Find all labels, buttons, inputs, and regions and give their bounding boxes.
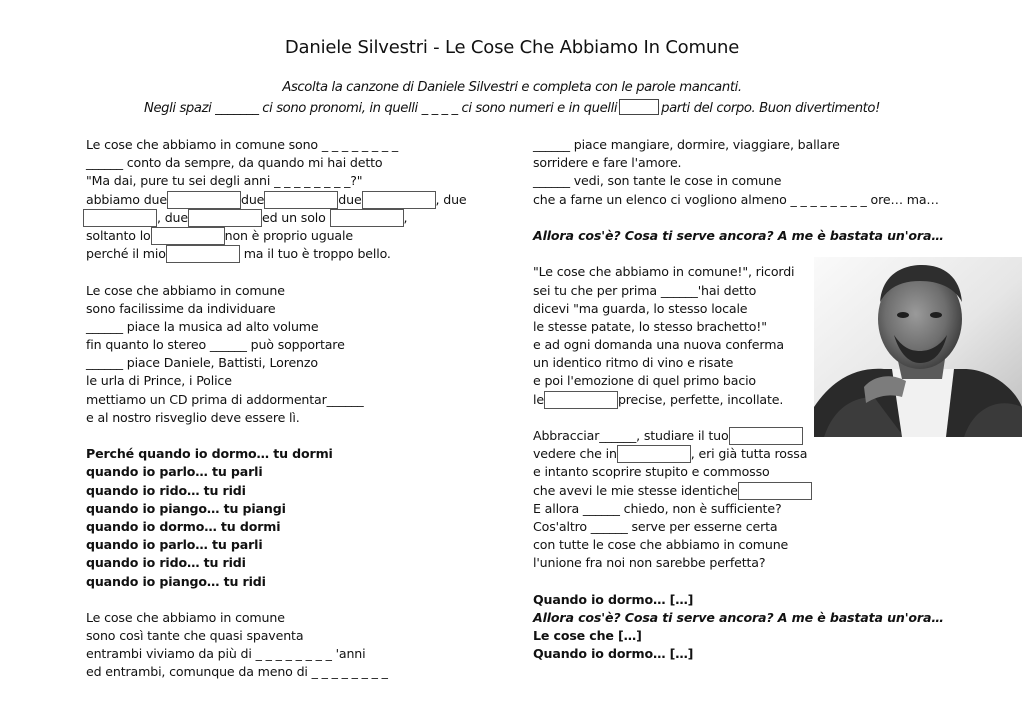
lyric-line: e intanto scoprire stupito e commosso — [533, 464, 770, 480]
lyric-line: sono facilissime da individuare — [86, 300, 276, 316]
ending-line: Allora cos'è? Cosa ti serve ancora? A me è bastata un'ora… — [533, 609, 944, 625]
lyric-line — [533, 482, 953, 500]
lyric-text: vedere che in — [533, 446, 617, 462]
lyric-line: ______ piace la musica ad alto volume — [86, 318, 319, 334]
chorus-line: quando io parlo… tu parli — [86, 537, 263, 553]
lyric-line — [86, 245, 506, 263]
lyric-line — [86, 209, 506, 227]
lyric-text: ma il tuo è troppo bello. — [243, 246, 391, 262]
instructions-line-2 — [0, 99, 1024, 116]
instructions-line-2-start: Negli spazi _______ ci sono pronomi, in quelli _ _ _ _ ci sono numeri e in quelli — [143, 101, 618, 116]
lyric-line: E allora ______ chiedo, non è sufficiente? — [533, 500, 782, 516]
lyric-line: "Le cose che abbiamo in comune!", ricordi — [533, 264, 795, 280]
lyric-line: ______ vedi, son tante le cose in comune — [533, 173, 782, 189]
lyric-text: , eri già tutta rossa — [690, 446, 808, 462]
page-title: Daniele Silvestri - Le Cose Che Abbiamo In Comune — [284, 37, 740, 58]
lyric-line: Le cose che abbiamo in comune — [86, 282, 285, 298]
instructions-line-2-end: parti del corpo. Buon divertimento! — [661, 101, 880, 116]
lyric-line: "Ma dai, pure tu sei degli anni _ _ _ _ _ _ _ _?" — [86, 173, 363, 189]
lyric-text: precise, perfette, incollate. — [617, 391, 784, 407]
chorus-line: quando io parlo… tu parli — [86, 464, 263, 480]
lyric-line: sei tu che per prima ______'hai detto — [533, 282, 757, 298]
lyric-text: le — [533, 391, 544, 407]
chorus-line: quando io rido… tu ridi — [86, 482, 246, 498]
lyric-line — [533, 445, 953, 463]
lyric-text: abbiamo due — [86, 191, 167, 207]
answer-box[interactable] — [729, 427, 803, 445]
lyric-text: perché il mio — [86, 246, 166, 262]
answer-box[interactable] — [738, 482, 812, 500]
lyric-text: , due — [435, 191, 467, 207]
chorus-line: quando io dormo… tu dormi — [86, 518, 281, 534]
lyric-line: Le cose che abbiamo in comune — [86, 609, 285, 625]
lyric-line: Cos'altro ______ serve per esserne certa — [533, 518, 778, 534]
answer-box[interactable] — [617, 445, 691, 463]
lyric-line: e ad ogni domanda una nuova conferma — [533, 337, 784, 353]
lyric-line: ______ conto da sempre, da quando mi hai detto — [86, 155, 383, 171]
lyric-line: che a farne un elenco ci vogliono almeno _ _ _ _ _ _ _ _ ore… ma… — [533, 191, 939, 207]
chorus-question: Allora cos'è? Cosa ti serve ancora? A me è bastata un'ora… — [533, 227, 944, 243]
ending-line: Le cose che […] — [533, 628, 642, 644]
lyric-line: l'unione fra noi non sarebbe perfetta? — [533, 555, 766, 571]
lyric-text: due — [338, 191, 362, 207]
lyric-line: ______ piace Daniele, Battisti, Lorenzo — [86, 355, 318, 371]
lyric-text: non è proprio uguale — [224, 227, 353, 243]
lyric-text: , — [403, 209, 408, 225]
left-column — [86, 136, 506, 682]
answer-box[interactable] — [330, 209, 404, 227]
lyric-text: , due — [157, 209, 188, 225]
lyric-line — [86, 191, 506, 209]
singer-photo — [814, 257, 1022, 437]
lyric-line: con tutte le cose che abbiamo in comune — [533, 537, 789, 553]
lyric-line: mettiamo un CD prima di addormentar______ — [86, 391, 364, 407]
chorus-line: quando io rido… tu ridi — [86, 555, 246, 571]
lyric-line: ed entrambi, comunque da meno di _ _ _ _ _ _ _ _ — [86, 664, 388, 680]
lyric-line: sono così tante che quasi spaventa — [86, 628, 304, 644]
lyric-line: un identico ritmo di vino e risate — [533, 355, 734, 371]
instructions-line-1: Ascolta la canzone di Daniele Silvestri e completa con le parole mancanti. — [282, 80, 742, 95]
answer-box[interactable] — [83, 209, 157, 227]
lyric-line: sorridere e fare l'amore. — [533, 155, 682, 171]
answer-box[interactable] — [544, 391, 618, 409]
answer-box[interactable] — [166, 245, 240, 263]
answer-box[interactable] — [264, 191, 338, 209]
lyric-line: e al nostro risveglio deve essere lì. — [86, 409, 300, 425]
lyric-line — [86, 227, 506, 245]
chorus-line: quando io piango… tu ridi — [86, 573, 266, 589]
chorus-line: Perché quando io dormo… tu dormi — [86, 446, 333, 462]
lyric-line: e poi l'emozione di quel primo bacio — [533, 373, 756, 389]
answer-box[interactable] — [362, 191, 436, 209]
lyric-text: due — [240, 191, 265, 207]
answer-box[interactable] — [188, 209, 262, 227]
lyric-line: entrambi viviamo da più di _ _ _ _ _ _ _ _ 'anni — [86, 646, 366, 662]
chorus-line: quando io piango… tu piangi — [86, 500, 286, 516]
ending-line: Quando io dormo… […] — [533, 591, 694, 607]
lyric-line: ______ piace mangiare, dormire, viaggiare, ballare — [533, 137, 840, 152]
lyric-line: le urla di Prince, i Police — [86, 373, 232, 389]
lyric-line: le stesse patate, lo stesso brachetto!" — [533, 318, 767, 334]
lyric-line: Le cose che abbiamo in comune sono _ _ _ _ _ _ _ _ — [86, 137, 398, 152]
answer-box[interactable] — [167, 191, 241, 209]
lyric-text: che avevi le mie stesse identiche — [533, 482, 738, 498]
lyric-line: fin quanto lo stereo ______ può sopportare — [86, 337, 345, 353]
instructions-box-sample — [619, 99, 659, 115]
lyric-text: Abbracciar______, studiare il tuo — [533, 428, 729, 443]
portrait-illustration — [814, 257, 1022, 437]
answer-box[interactable] — [151, 227, 225, 245]
lyric-text: soltanto lo — [86, 227, 151, 243]
lyric-line: dicevi "ma guarda, lo stesso locale — [533, 300, 748, 316]
ending-line: Quando io dormo… […] — [533, 646, 694, 662]
lyric-text: ed un solo — [261, 209, 326, 225]
